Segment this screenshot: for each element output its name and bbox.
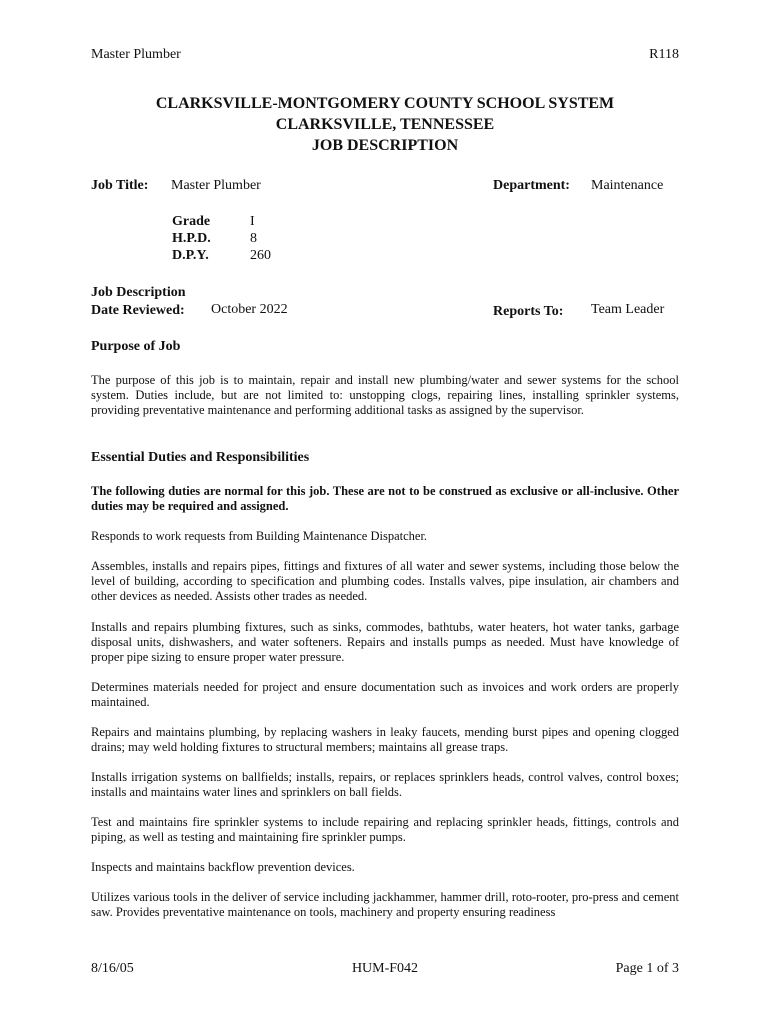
reports-to-label: Reports To: [493, 304, 564, 319]
title-line-3: JOB DESCRIPTION [311, 137, 459, 154]
job-title-value: Master Plumber [171, 178, 261, 193]
duty-item: Repairs and maintains plumbing, by replacing washers in leaky faucets, mending burst pipes and opening clogged drains; may weld holding fixtures to structural members; maintains all grease traps. [91, 725, 679, 754]
duty-item: Installs irrigation systems on ballfields; installs, repairs, or replaces sprinklers heads, control valves, control boxes; installs and maintains water lines and sprinklers on ball fields. [91, 770, 679, 799]
footer-form-code: HUM-F042 [351, 961, 419, 976]
duties-heading: Essential Duties and Responsibilities [91, 450, 310, 465]
duty-item: Utilizes various tools in the deliver of service including jackhammer, hammer drill, roto-rooter, pro-press and cement saw. Provides preventative maintenance on tools, machinery and property ensuring readiness [91, 890, 679, 919]
grade-value: I [250, 214, 255, 229]
duties-intro: The following duties are normal for this job. These are not to be construed as exclusive or all-inclusive. Other duties may be required and assigned. [91, 484, 679, 513]
job-title-label: Job Title: [91, 178, 149, 193]
date-reviewed-value: October 2022 [211, 302, 288, 317]
footer-page-number: Page 1 of 3 [615, 961, 679, 976]
duty-item: Installs and repairs plumbing fixtures, such as sinks, commodes, bathtubs, water heaters, hot water tanks, garbage disposal units, dishwashers, and water softeners. Repairs and installs pumps as needed. Must have knowledge of proper pipe sizing to ensure proper water pressure. [91, 620, 679, 664]
header-left: Master Plumber [91, 47, 181, 62]
purpose-text: The purpose of this job is to maintain, repair and install new plumbing/water and sewer systems for the school system. Duties include, but are not limited to: unstopping clogs, repairing lines, installing sprinkler systems, providing preventative maintenance and performing additional tasks as assigned by the supervisor. [91, 373, 679, 417]
duty-item: Determines materials needed for project and ensure documentation such as invoices and work orders are properly maintained. [91, 680, 679, 709]
date-reviewed-label: Date Reviewed: [91, 303, 185, 318]
dpy-label: D.P.Y. [172, 248, 209, 263]
duty-item: Responds to work requests from Building Maintenance Dispatcher. [91, 529, 428, 543]
title-line-2: CLARKSVILLE, TENNESSEE [275, 116, 495, 133]
grade-label: Grade [172, 214, 211, 229]
header-right: R118 [649, 47, 679, 62]
department-value: Maintenance [591, 178, 664, 193]
hpd-value: 8 [250, 231, 257, 246]
dpy-value: 260 [250, 248, 271, 263]
purpose-heading: Purpose of Job [91, 339, 181, 354]
reports-to-value: Team Leader [591, 302, 665, 317]
duty-item: Test and maintains fire sprinkler systems to include repairing and replacing sprinkler heads, fittings, controls and piping, as well as testing and maintaining fire sprinkler pumps. [91, 815, 679, 844]
title-line-1: CLARKSVILLE-MONTGOMERY COUNTY SCHOOL SYSTEM [155, 95, 615, 112]
duty-item: Assembles, installs and repairs pipes, fittings and fixtures of all water and sewer systems, including those below the level of building, according to specification and plumbing codes. Installs valves, pipe insulation, air chambers and other devices as needed. Assists other trades as needed. [91, 559, 679, 603]
job-description-label: Job Description [91, 285, 186, 300]
duty-item: Inspects and maintains backflow prevention devices. [91, 860, 355, 874]
footer-date: 8/16/05 [91, 961, 134, 976]
department-label: Department: [493, 178, 570, 193]
hpd-label: H.P.D. [172, 231, 211, 246]
